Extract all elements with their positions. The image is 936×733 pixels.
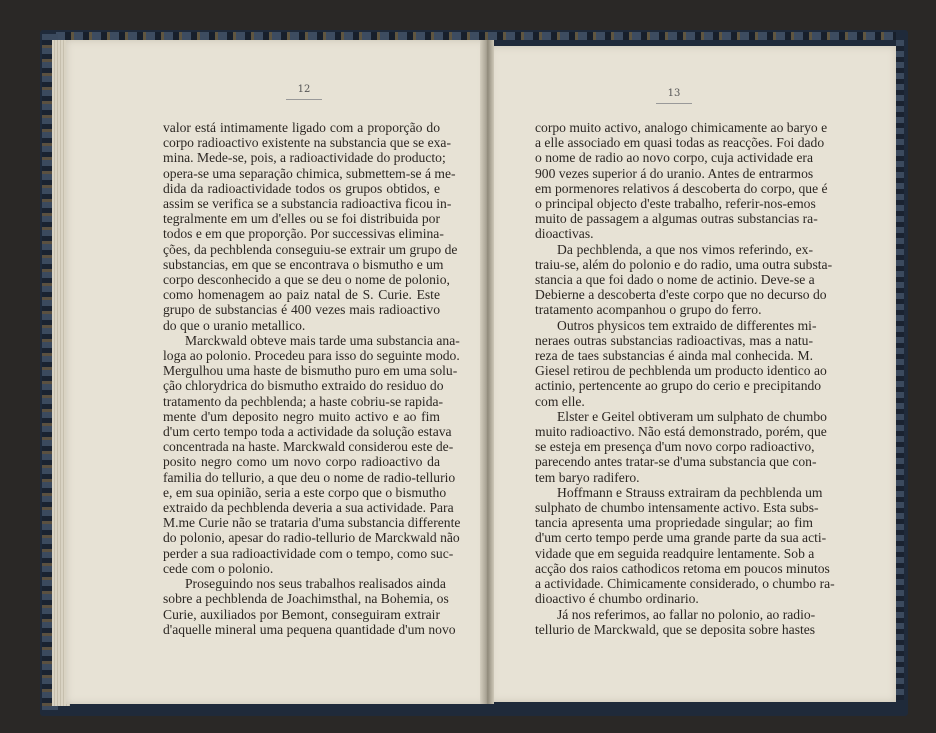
text-line: tancia apresenta uma propriedade singular; ao fim bbox=[535, 515, 813, 531]
text-line: vidade que em seguida readquire lentamente. Sob a bbox=[535, 545, 815, 561]
text-line: dida da radioactividade todos os grupos obtidos, e bbox=[163, 180, 440, 196]
text-line: loga ao polonio. Procedeu para isso do seguinte modo. bbox=[163, 348, 460, 364]
text-line: actinio, pertencente ao grupo do cerio e precipitando bbox=[535, 378, 822, 394]
text-line: d'aquelle mineral uma pequena quantidade d'um novo bbox=[163, 621, 456, 637]
text-line: assim se verifica se a substancia radioactiva ficou in- bbox=[163, 196, 452, 212]
text-line: do que o uranio metallico. bbox=[163, 317, 306, 333]
right-page-rule bbox=[656, 103, 692, 104]
text-line: reza de taes substancias é ainda mal conhecida. M. bbox=[535, 348, 813, 364]
left-page-rule bbox=[286, 99, 322, 100]
text-line: perder a sua radioactividade com o tempo, como suc- bbox=[163, 545, 454, 561]
right-page-number: 13 bbox=[667, 88, 681, 99]
text-line: extraido da pechblenda deveria a sua actividade. Para bbox=[163, 500, 454, 516]
text-line: Debierne a descoberta d'este corpo que no decurso do bbox=[535, 287, 827, 303]
text-line: corpo radioactivo existente na substancia que se exa- bbox=[163, 135, 451, 151]
text-line: concentrada na haste. Marckwald considerou este de- bbox=[163, 439, 454, 455]
text-line: opera-se uma separação chimica, submettem-se á me- bbox=[163, 165, 456, 181]
text-line: como homenagem ao paiz natal de S. Curie. Este bbox=[163, 287, 440, 303]
text-line: sulphato de chumbo intensamente activo. Esta subs- bbox=[535, 500, 819, 516]
text-line: corpo desconhecido a que se deu o nome de polonio, bbox=[163, 272, 450, 288]
text-line: o principal objecto d'este trabalho, referir-nos-emos bbox=[535, 196, 816, 212]
text-line: se esteja em presença d'um novo corpo radioactivo, bbox=[535, 439, 815, 455]
text-line: do polonio, apesar do radio-tellurio de Marckwald não bbox=[163, 530, 460, 546]
text-line: neraes outras substancias radioactivas, mas a natu- bbox=[535, 332, 813, 348]
text-line: Mergulhou uma haste de bismutho puro em uma solu- bbox=[163, 363, 458, 379]
text-line: ções, da pechblenda conseguiu-se extrair um grupo de bbox=[163, 241, 458, 257]
text-line: Proseguindo nos seus trabalhos realisados ainda bbox=[185, 576, 446, 592]
left-page-text bbox=[163, 120, 461, 637]
book-top-edge bbox=[56, 32, 896, 40]
text-line: tem baryo radifero. bbox=[535, 469, 640, 485]
text-line: traiu-se, além do polonio e do radio, uma outra substa- bbox=[535, 256, 833, 272]
text-line: Elster e Geitel obtiveram um sulphato de chumbo bbox=[557, 408, 827, 424]
text-line: Curie, auxiliados por Bemont, conseguiram extrair bbox=[163, 606, 440, 622]
text-line: Hoffmann e Strauss extrairam da pechblenda um bbox=[557, 484, 823, 500]
text-line: o nome de radio ao novo corpo, cuja actividade era bbox=[535, 150, 813, 166]
text-line: acção dos raios cathodicos retoma em poucos minutos bbox=[535, 560, 830, 576]
text-line: tratamento da pechblenda; a haste cobriu-se rapida- bbox=[163, 393, 444, 409]
text-line: sobre a pechblenda de Joachimsthal, na Bohemia, os bbox=[163, 591, 449, 607]
text-line: e, em sua opinião, seria a este corpo que o bismutho bbox=[163, 484, 447, 500]
text-line: grupo de substancias é 400 vezes mais radioactivo bbox=[163, 302, 440, 318]
text-line: mina. Mede-se, pois, a radioactividade do producto; bbox=[163, 150, 446, 166]
text-line: ção chlorydrica do bismutho extraido do residuo do bbox=[163, 378, 444, 394]
text-line: d'um certo tempo perde uma grande parte da sua acti- bbox=[535, 530, 827, 546]
text-line: mente d'um deposito negro muito activo e ao fim bbox=[163, 408, 440, 424]
text-line: posito negro como um novo corpo radioactivo da bbox=[163, 454, 440, 470]
text-line: familia do tellurio, a que deu o nome de radio-tellurio bbox=[163, 469, 456, 485]
text-line: dioactivo é chumbo ordinario. bbox=[535, 591, 699, 607]
text-line: Outros physicos tem extraido de differentes mi- bbox=[557, 317, 817, 333]
text-line: cede com o polonio. bbox=[163, 560, 274, 576]
text-line: d'um certo tempo toda a actividade da solução estava bbox=[163, 424, 452, 440]
text-line: substancias, em que se encontrava o bismutho e um bbox=[163, 256, 444, 272]
text-line: a elle associado em quasi todas as reacções. Foi dado bbox=[535, 135, 825, 151]
text-line: muito de passagem a algumas outras substancias ra- bbox=[535, 211, 818, 227]
text-line: tellurio de Marckwald, que se deposita sobre hastes bbox=[535, 621, 816, 637]
text-line: Giesel retirou de pechblenda um producto identico ao bbox=[535, 363, 827, 379]
book-gutter bbox=[480, 40, 494, 704]
text-line: stancia a que foi dado o nome de actinio. Deve-se a bbox=[535, 272, 815, 288]
right-page-text bbox=[535, 120, 835, 637]
text-line: tegralmente em um d'elles ou se foi distribuida por bbox=[163, 211, 440, 227]
left-page-number: 12 bbox=[297, 84, 311, 95]
text-line: 900 vezes superior á do uranio. Antes de entrarmos bbox=[535, 165, 814, 181]
text-line: M.me Curie não se trataria d'uma substancia differente bbox=[163, 515, 461, 531]
text-line: valor está intimamente ligado com a proporção do bbox=[163, 120, 440, 135]
text-line: com elle. bbox=[535, 393, 585, 409]
text-line: Da pechblenda, a que nos vimos referindo, ex- bbox=[557, 241, 813, 257]
text-line: todos e em que proporção. Por successivas elimina- bbox=[163, 226, 444, 242]
text-line: dioactivas. bbox=[535, 226, 594, 242]
text-line: tratamento acompanhou o grupo do ferro. bbox=[535, 302, 762, 318]
text-line: muito radioactivo. Não está demonstrado, porém, que bbox=[535, 424, 827, 440]
text-line: Já nos referimos, ao fallar no polonio, ao radio- bbox=[557, 606, 816, 622]
text-line: em pormenores relativos á descoberta do corpo, que é bbox=[535, 180, 828, 196]
text-line: corpo muito activo, analogo chimicamente ao baryo e bbox=[535, 120, 828, 135]
text-line: a actividade. Chimicamente considerado, o chumbo ra- bbox=[535, 576, 835, 592]
text-line: Marckwald obteve mais tarde uma substancia ana- bbox=[185, 332, 460, 348]
book-right-edge bbox=[896, 40, 904, 700]
text-line: parecendo antes tratar-se d'uma substancia que con- bbox=[535, 454, 817, 470]
